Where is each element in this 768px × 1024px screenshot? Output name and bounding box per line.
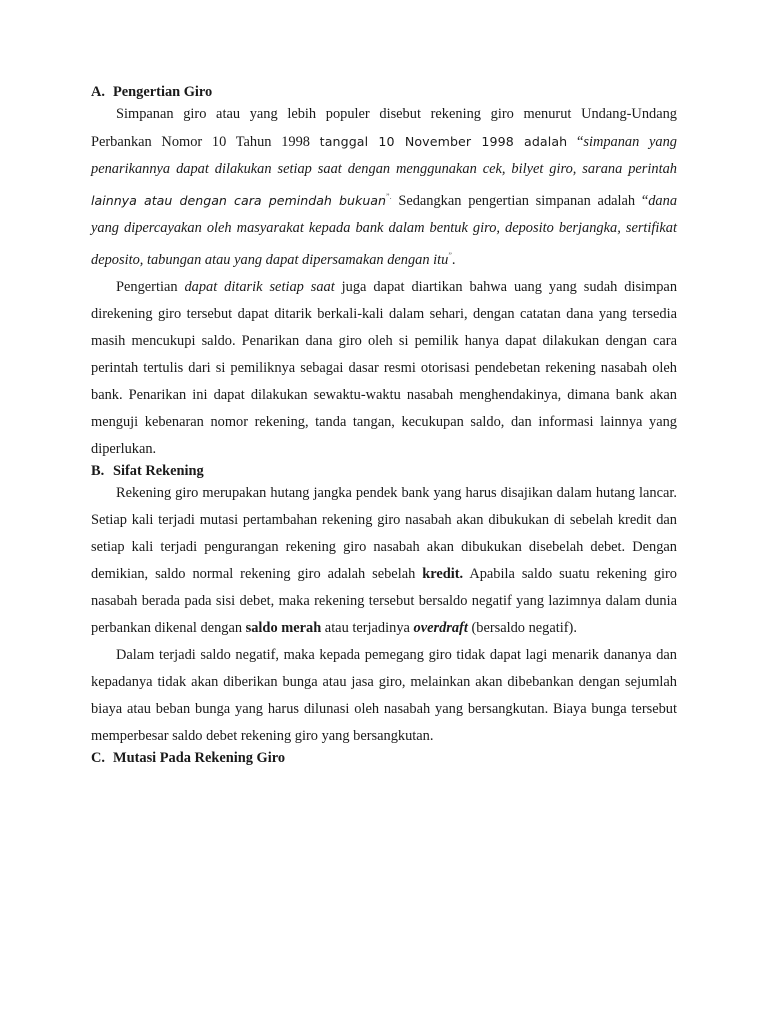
- section-c-number: C.: [91, 750, 105, 767]
- section-b-paragraph-1: [91, 480, 677, 642]
- section-a-title: Pengertian Giro: [113, 84, 213, 100]
- italic-quote: dana yang dipercayakan oleh masyarakat kepada bank dalam bentuk giro, deposito berjangka, sertifikat deposito, tabungan atau yang dapat dipersamakan dengan itu: [91, 193, 678, 268]
- text-run: Pengertian: [116, 278, 185, 295]
- text-run: Sedangkan pengertian simpanan adalah “: [391, 193, 649, 210]
- section-b-title: Sifat Rekening: [113, 462, 204, 479]
- italic-quote: simpanan yang penarikannya dapat dilakukan setiap saat dengan menggunakan cek, bilyet giro, sarana perintah: [91, 134, 677, 178]
- text-run: Apabila saldo suatu rekening giro nasabah berada pada sisi debet, maka rekening tersebut bersaldo negatif yang lazimnya dalam dunia perbankan dikenal dengan: [91, 566, 677, 637]
- text-run: Simpanan giro atau yang lebih populer disebut rekening giro menurut Undang-Undang Perbankan Nomor 10 Tahun 1998: [91, 106, 677, 151]
- text-run-alt-font: tanggal 10 November 1998 adalah: [319, 134, 568, 150]
- text-run: “: [567, 134, 584, 151]
- quote-close-mark: ”: [448, 251, 452, 261]
- text-run: Dalam terjadi saldo negatif, maka kepada pemegang giro tidak dapat lagi menarik dananya dan kepadanya tidak akan diberikan bunga atau jasa giro, melainkan akan dibebankan dengan sejumlah biaya atau beban bunga yang harus dilunasi oleh nasabah yang bersangkutan. Biaya bunga tersebut memperbesar saldo debet rekening giro yang bersangkutan.: [91, 647, 677, 745]
- text-run: (bersaldo negatif).: [467, 620, 577, 637]
- section-a-paragraph-2: [91, 274, 677, 463]
- section-a-paragraph-1: [91, 101, 677, 274]
- italic-quote-alt-font: lainnya atau dengan cara pemindah bukuan: [91, 193, 387, 209]
- text-run: Rekening giro merupakan hutang jangka pendek bank yang harus disajikan dalam hutang lancar. Setiap kali terjadi mutasi pertambahan rekening giro nasabah akan dibukukan di sebelah kredit dan setiap kali terjadi pengurangan rekening giro nasabah akan dibukukan disebelah debet. Dengan demikian, saldo normal rekening giro adalah sebelah: [91, 485, 677, 583]
- section-b-paragraph-2: [91, 642, 677, 750]
- section-b-heading: [91, 463, 677, 480]
- section-c-title: Mutasi Pada Rekening Giro: [113, 750, 286, 767]
- text-run: .: [451, 251, 456, 268]
- section-c-heading: [91, 750, 677, 767]
- section-a-heading: [91, 84, 677, 101]
- text-run: atau terjadinya: [321, 620, 414, 637]
- section-a-number: A.: [91, 84, 105, 100]
- bold-italic-term-overdraft: overdraft: [413, 620, 468, 637]
- section-b-number: B.: [91, 462, 105, 479]
- text-run: juga dapat diartikan bahwa uang yang sudah disimpan direkening giro tersebut dapat ditarik berkali-kali dalam sehari, dengan catatan dana yang tersedia masih mencukupi saldo. Penarikan dana giro oleh si pemilik hanya dapat dilakukan dengan cara perintah tertulis dari si pemiliknya sebagai dasar resmi otorisasi pendebetan rekening nasabah oleh bank. Penarikan ini dapat dilakukan sewaktu-waktu nasabah menghendakinya, dimana bank akan menguji kebenaran nomor rekening, tanda tangan, kecukupan saldo, dan informasi lainnya yang diperlukan.: [91, 278, 678, 457]
- italic-term: dapat ditarik setiap saat: [184, 278, 335, 295]
- bold-term-saldo-merah: saldo merah: [245, 620, 322, 637]
- quote-close-mark: ”.: [386, 192, 392, 202]
- bold-term-kredit: kredit.: [422, 566, 464, 583]
- document-page: [91, 84, 677, 767]
